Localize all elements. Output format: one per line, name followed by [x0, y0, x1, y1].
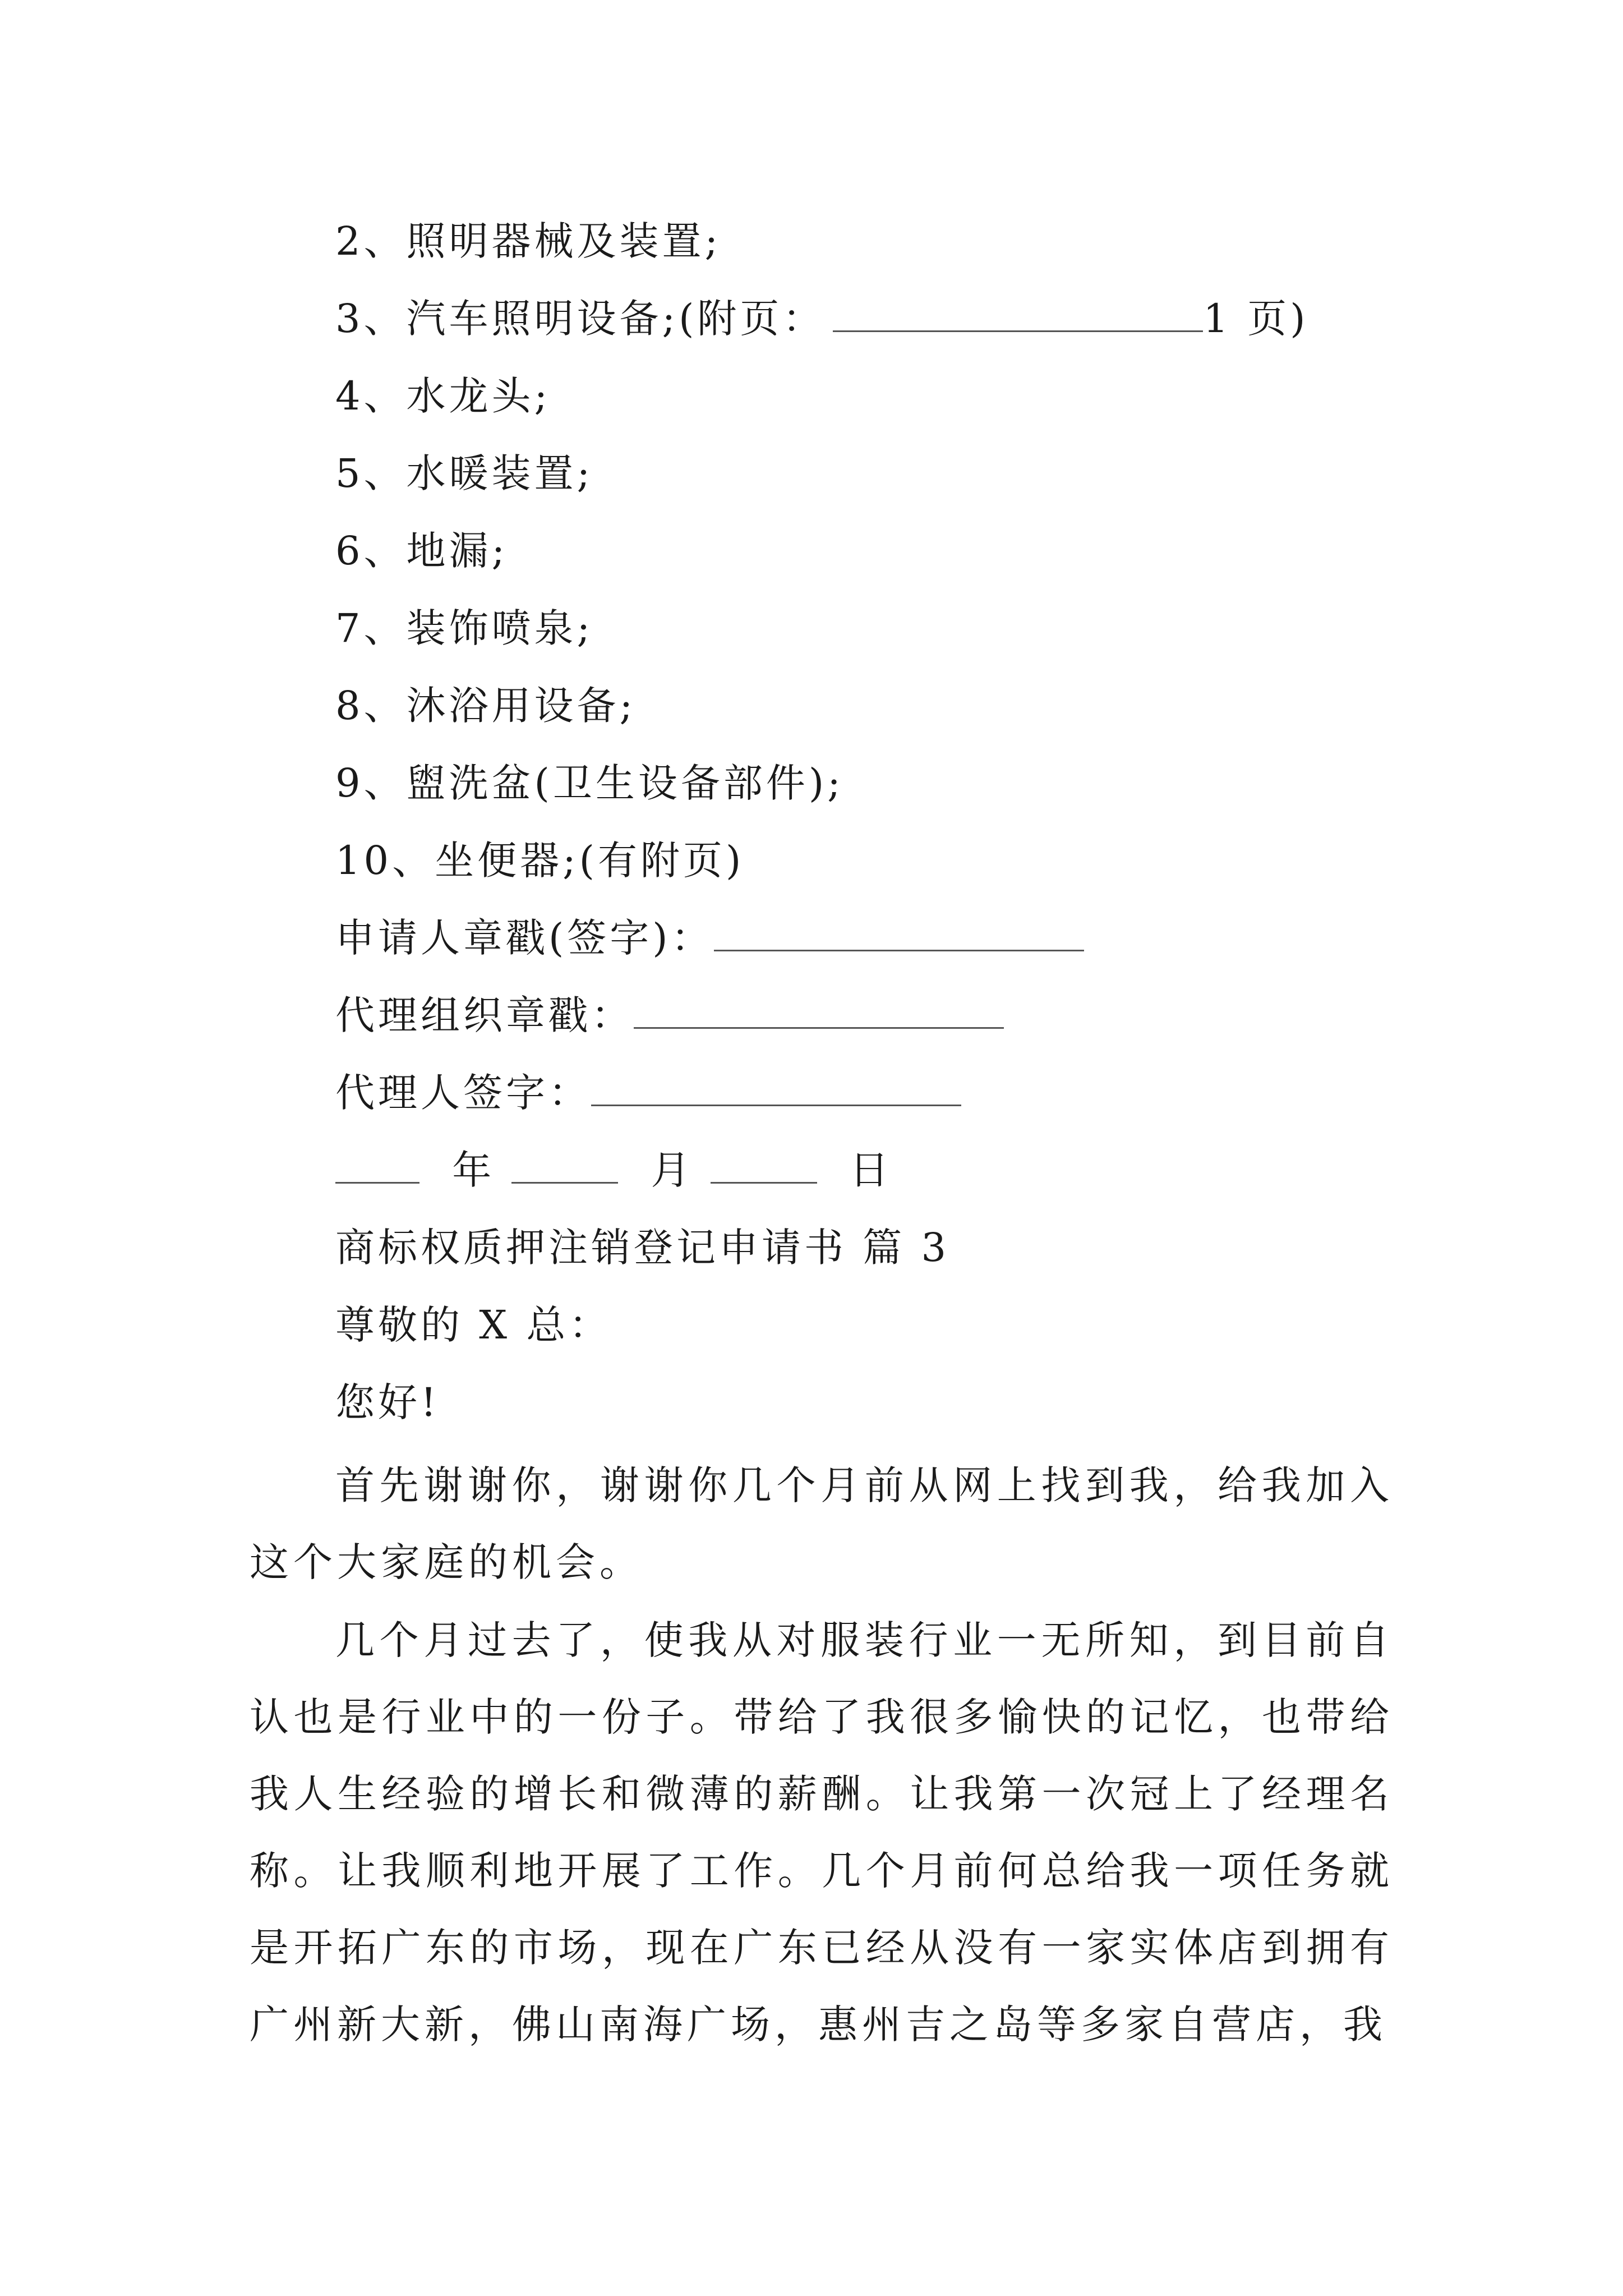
date-line	[335, 1148, 892, 1193]
day-label: 日	[849, 1147, 892, 1193]
day-blank	[711, 1149, 817, 1184]
letter-paragraph: 首先谢谢你，谢谢你几个月前从网上找到我，给我加入这个大家庭的机会。	[250, 1462, 1394, 1585]
agent-signature-line	[335, 1070, 961, 1115]
list-item: 9、盥洗盆(卫生设备部件);	[335, 760, 844, 806]
agency-seal-line	[335, 993, 1004, 1038]
list-item	[335, 296, 1309, 341]
month-label: 月	[651, 1147, 694, 1193]
agency-seal-label: 代理组织章戳：	[335, 992, 634, 1038]
section-title: 商标权质押注销登记申请书 篇 3	[335, 1225, 950, 1271]
attachment-pages-suffix: 1 页)	[1203, 296, 1309, 342]
letter-salutation: 尊敬的 X 总：	[335, 1302, 612, 1348]
list-item-text: 3、汽车照明设备;(附页：	[335, 296, 826, 342]
list-item: 6、地漏;	[335, 528, 509, 574]
applicant-signature-line	[335, 915, 1084, 960]
letter-greeting: 您好!	[335, 1379, 440, 1425]
month-blank	[511, 1149, 618, 1184]
attachment-pages-blank	[833, 298, 1203, 332]
list-item: 4、水龙头;	[335, 373, 551, 419]
list-item: 8、沐浴用设备;	[335, 683, 637, 729]
year-blank	[335, 1149, 419, 1184]
list-item: 5、水暖装置;	[335, 450, 594, 496]
agency-seal-blank	[634, 995, 1004, 1029]
agent-signature-blank	[591, 1072, 961, 1106]
list-item: 10、坐便器;(有附页)	[335, 838, 745, 884]
year-label: 年	[452, 1147, 495, 1193]
applicant-signature-label: 申请人章戳(签字)：	[335, 915, 714, 961]
agent-signature-label: 代理人签字：	[335, 1070, 591, 1116]
applicant-signature-blank	[714, 917, 1084, 951]
list-item: 2、照明器械及装置;	[335, 218, 722, 264]
list-item: 7、装饰喷泉;	[335, 605, 594, 651]
letter-paragraph: 几个月过去了，使我从对服装行业一无所知，到目前自认也是行业中的一份子。带给了我很多愉快的记忆，也带给我人生经验的增长和微薄的薪酬。让我第一次冠上了经理名称。让我顺利地开展了工作。几个月前何总给我一项任务就是开拓广东的市场，现在广东已经从没有一家实体店到拥有广州新大新，佛山南海广场，惠州吉之岛等多家自营店，我	[250, 1617, 1394, 2047]
